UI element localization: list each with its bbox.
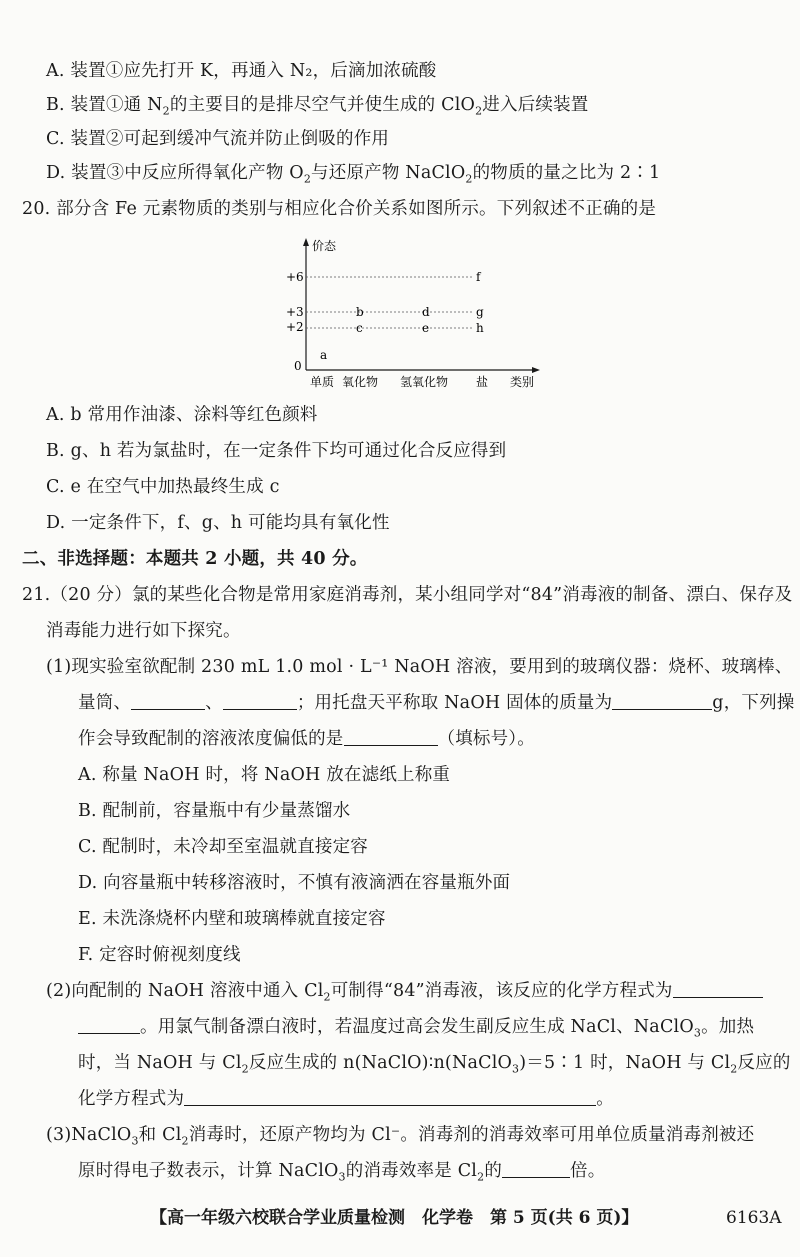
q19-option-b: B. 装置①通 $N_2$的主要目的是排尽空气并使生成的 ClO$_2$进入后续装置 <box>46 95 589 118</box>
q21-option-b: B. 配制前，容量瓶中有少量蒸馏水 <box>78 801 351 821</box>
q19-option-a: A. 装置①应先打开 K，再通入 N₂，后滴加浓硫酸 <box>46 61 437 81</box>
q21-part2-line-3: 时，当 NaOH 与 $Cl_2$反应生成的 n(NaClO)∶n(NaClO$_3$)＝5∶1 时，NaOH 与 $Cl_2$反应的 <box>78 1053 791 1076</box>
y-axis-label: 价态 <box>312 239 337 253</box>
x-tick-hydroxide: 氢氧化物 <box>400 375 449 389</box>
q21-option-a: A. 称量 NaOH 时，将 NaOH 放在滤纸上称重 <box>78 765 451 785</box>
q20-option-d: D. 一定条件下，f、g、h 可能均具有氧化性 <box>46 513 390 533</box>
answer-blank-equation-1a[interactable] <box>673 979 763 998</box>
q19-option-c: C. 装置②可起到缓冲气流并防止倒吸的作用 <box>46 129 390 149</box>
q21-part1-line-2: 量筒、 、 ；用托盘天平称取 NaOH 固体的质量为 g，下列操 <box>78 693 795 713</box>
y-tick-zero: 0 <box>294 359 302 373</box>
point-c: c <box>356 321 363 335</box>
q20-option-b: B. g、h 若为氯盐时，在一定条件下均可通过化合反应得到 <box>46 441 507 461</box>
y-tick-plus2: +2 <box>286 320 304 334</box>
q19-option-d: D. 装置③中反应所得氧化产物 $O_2$与还原产物 NaClO$_2$的物质的量之比为 2∶1 <box>46 163 661 186</box>
answer-blank-naoh-mass[interactable] <box>612 691 712 710</box>
exam-code: 6163A <box>726 1208 782 1228</box>
q21-option-c: C. 配制时，未冷却至室温就直接定容 <box>78 837 368 857</box>
q21-option-f: F. 定容时俯视刻度线 <box>78 945 241 965</box>
q21-part3-line-2: 原时得电子数表示，计算 NaClO$_3$的消毒效率是 $Cl_2$的 倍。 <box>78 1161 606 1184</box>
x-tick-element: 单质 <box>310 375 335 389</box>
valence-category-diagram <box>272 236 542 396</box>
point-e: e <box>422 321 430 335</box>
x-axis-label: 类别 <box>510 375 535 389</box>
q21-stem-line-1: 21.（20 分）氯的某些化合物是常用家庭消毒剂，某小组同学对“84”消毒液的制备、漂白、保存及 <box>22 585 793 605</box>
q21-option-d: D. 向容量瓶中转移溶液时，不慎有液滴洒在容量瓶外面 <box>78 873 511 893</box>
point-a: a <box>320 348 328 362</box>
q21-part2-line-1: (2)向配制的 NaOH 溶液中通入 $Cl_2$可制得“84”消毒液，该反应的化学方程式为 <box>46 978 763 1004</box>
point-f: f <box>476 270 481 284</box>
page-footer: 【高一年级六校联合学业质量检测 化学卷 第 5 页(共 6 页)】 <box>150 1208 639 1228</box>
point-d: d <box>422 305 430 319</box>
answer-blank-equation-2[interactable] <box>184 1087 596 1106</box>
answer-blank-glassware-1[interactable] <box>131 691 205 710</box>
q20-option-c: C. e 在空气中加热最终生成 c <box>46 477 280 497</box>
q21-part3-line-1: (3)NaClO$_3$和 $Cl_2$消毒时，还原产物均为 Cl⁻。消毒剂的消毒效率可用单位质量消毒剂被还 <box>46 1125 755 1148</box>
y-axis-arrow <box>303 238 309 246</box>
x-axis-arrow <box>532 367 540 373</box>
q21-part2-line-4: 化学方程式为 。 <box>78 1089 614 1109</box>
y-tick-plus6: +6 <box>286 270 304 284</box>
answer-blank-efficiency-ratio[interactable] <box>502 1159 570 1178</box>
q21-part1-line-3: 作会导致配制的溶液浓度偏低的是 （填标号）。 <box>78 729 535 749</box>
answer-blank-equation-1b[interactable] <box>78 1015 140 1034</box>
q21-stem-line-2: 消毒能力进行如下探究。 <box>46 621 241 641</box>
q20-stem: 20. 部分含 Fe 元素物质的类别与相应化合价关系如图所示。下列叙述不正确的是 <box>22 199 657 219</box>
point-b: b <box>356 305 364 319</box>
q21-part2-line-2: 。用氯气制备漂白液时，若温度过高会发生副反应生成 NaCl、NaClO$_3$。加热 <box>78 1014 754 1040</box>
answer-blank-glassware-2[interactable] <box>223 691 297 710</box>
section-2-heading: 二、非选择题：本题共 2 小题，共 40 分。 <box>22 549 368 569</box>
point-h: h <box>476 321 484 335</box>
x-tick-oxide: 氧化物 <box>342 375 379 389</box>
point-g: g <box>476 305 484 319</box>
x-tick-salt: 盐 <box>476 375 489 389</box>
q21-option-e: E. 未洗涤烧杯内壁和玻璃棒就直接定容 <box>78 909 386 929</box>
q21-part1-line-1: (1)现实验室欲配制 230 mL 1.0 mol · L⁻¹ NaOH 溶液，要用到的玻璃仪器：烧杯、玻璃棒、 <box>46 657 793 677</box>
y-tick-plus3: +3 <box>286 305 304 319</box>
answer-blank-low-concentration[interactable] <box>344 727 438 746</box>
q20-option-a: A. b 常用作油漆、涂料等红色颜料 <box>46 405 318 425</box>
